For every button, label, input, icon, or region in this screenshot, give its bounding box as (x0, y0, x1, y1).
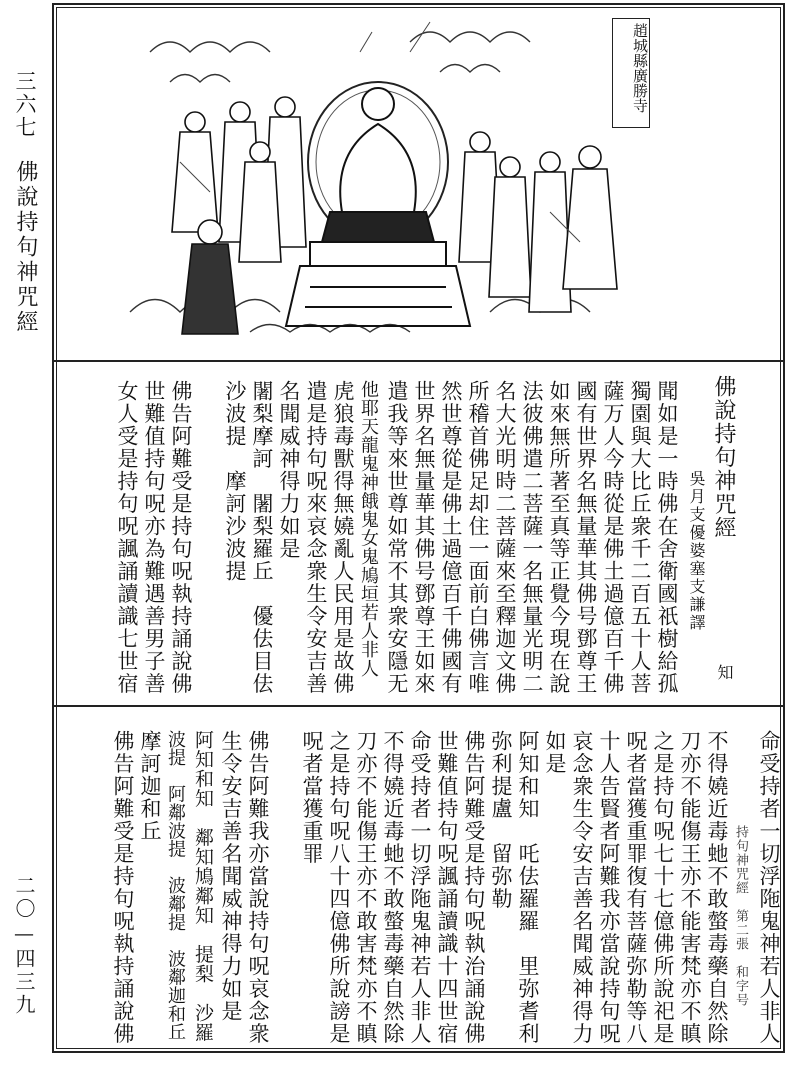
text-column: 世難值持句呪諷誦讀識十四世宿 (435, 730, 459, 1045)
text-column: 名聞威神得力如是 (277, 380, 301, 560)
text-column: 十人告賢者阿難我亦當說持句呪 (597, 730, 621, 1045)
temple-stamp: 趙城縣廣勝寺 (612, 18, 650, 128)
dharani-line: 闍梨摩訶 闍梨羅丘 優佉目佉 (250, 380, 274, 695)
dharani-line: 波提 阿鄰波提 波鄰提 波鄰迦和丘 (165, 730, 186, 1042)
text-column: 刀亦不能傷王亦不能害梵亦不瞋 (678, 730, 702, 1045)
text-column: 所稽首佛足却住一面前白佛言唯 (466, 380, 490, 695)
text-column: 佛告阿難受是持句呪執持誦說佛 (111, 730, 135, 1045)
text-column: 女人受是持句呪諷誦讀識七世宿 (115, 380, 139, 695)
dharani-line: 摩訶迦和丘 (138, 730, 162, 843)
page-number: 二〇—四三九 (12, 875, 36, 1017)
text-column: 不得嬈近毒虵不敢螫毒藥自然除 (381, 730, 405, 1045)
frontispiece-illustration (110, 12, 650, 347)
text-column: 法彼佛遣二菩薩一名無量光明二 (520, 380, 544, 695)
text-column: 名大光明時二菩薩來至釋迦文佛 (493, 380, 517, 695)
text-column: 之是持句呪八十四億佛所說謗是 (327, 730, 351, 1045)
text-column: 不得嬈近毒虵不敢螫毒藥自然除 (705, 730, 729, 1045)
text-column: 生令安吉善名聞威神得力如是 (219, 730, 243, 1023)
text-column: 獨園與大比丘衆千二百五十人菩 (628, 380, 652, 695)
text-column: 佛告阿難受是持句呪執持誦說佛 (169, 380, 193, 695)
dharani-line: 弥利提盧 留弥勒 (489, 730, 513, 910)
dharani-line: 阿知和知 鄰知鳩鄰知 提梨 沙羅 (192, 730, 214, 1042)
text-column: 如來無所著至真等正覺今現在說 (547, 380, 571, 695)
dharani-line: 沙波提 摩訶沙波提 (223, 380, 247, 583)
text-column: 命受持者一切浮陁鬼神若人非人 (757, 730, 781, 1045)
text-column: 之是持句呪七十七億佛所說祀是 (651, 730, 675, 1045)
sutra-heading: 佛說持句神咒經 (711, 375, 736, 540)
folio-note: 持句神咒經 第二張 和字号 (733, 825, 748, 1007)
text-column: 佛告阿難受是持句呪執治誦說佛 (462, 730, 486, 1045)
text-column: 如是 (543, 730, 567, 775)
text-column: 他耶天龍鬼神餓鬼女鬼鳩垣若人非人 (358, 380, 379, 678)
text-column: 然世尊從是佛土過億百千佛國有 (439, 380, 463, 695)
divider-top (54, 360, 783, 362)
text-column: 刀亦不能傷王亦不敢害梵亦不瞋 (354, 730, 378, 1045)
text-column: 世界名無量華其佛号鄧尊王如來 (412, 380, 436, 695)
text-column: 虎狼毒獸得無嬈亂人民用是故佛 (331, 380, 355, 695)
text-column: 呪者當獲重罪 (300, 730, 324, 865)
dharani-line: 阿知和知 吒佉羅羅 里弥耆利 (516, 730, 540, 1045)
text-column: 呪者當獲重罪復有菩薩弥勒等八 (624, 730, 648, 1045)
divider-bottom (54, 705, 783, 707)
text-column: 遣我等來世尊如常不其衆安隱无 (385, 380, 409, 695)
buddha-assembly-drawing (110, 12, 650, 347)
sutra-title-margin: 佛說持句神咒經 (13, 160, 38, 335)
text-column: 命受持者一切浮陁鬼神若人非人 (408, 730, 432, 1045)
text-column: 聞如是一時佛在舍衛國祇樹給孤 (655, 380, 679, 695)
text-column: 薩万人今時從是佛土過億百千佛 (601, 380, 625, 695)
text-column: 遣是持句呪來哀念衆生令安吉善 (304, 380, 328, 695)
volume-number: 三六七 (13, 70, 37, 139)
text-column: 國有世界名無量華其佛号鄧尊王 (574, 380, 598, 695)
page-margin (0, 0, 52, 1066)
text-column: 世難值持句呪亦為難遇善男子善 (142, 380, 166, 695)
text-column: 佛告阿難我亦當說持句呪哀念衆 (246, 730, 270, 1045)
text-column: 哀念衆生令安吉善名聞威神得力 (570, 730, 594, 1045)
translator-line: 吳月支優婆塞支謙譯 (687, 470, 706, 632)
translator-extra: 知 (715, 664, 734, 682)
